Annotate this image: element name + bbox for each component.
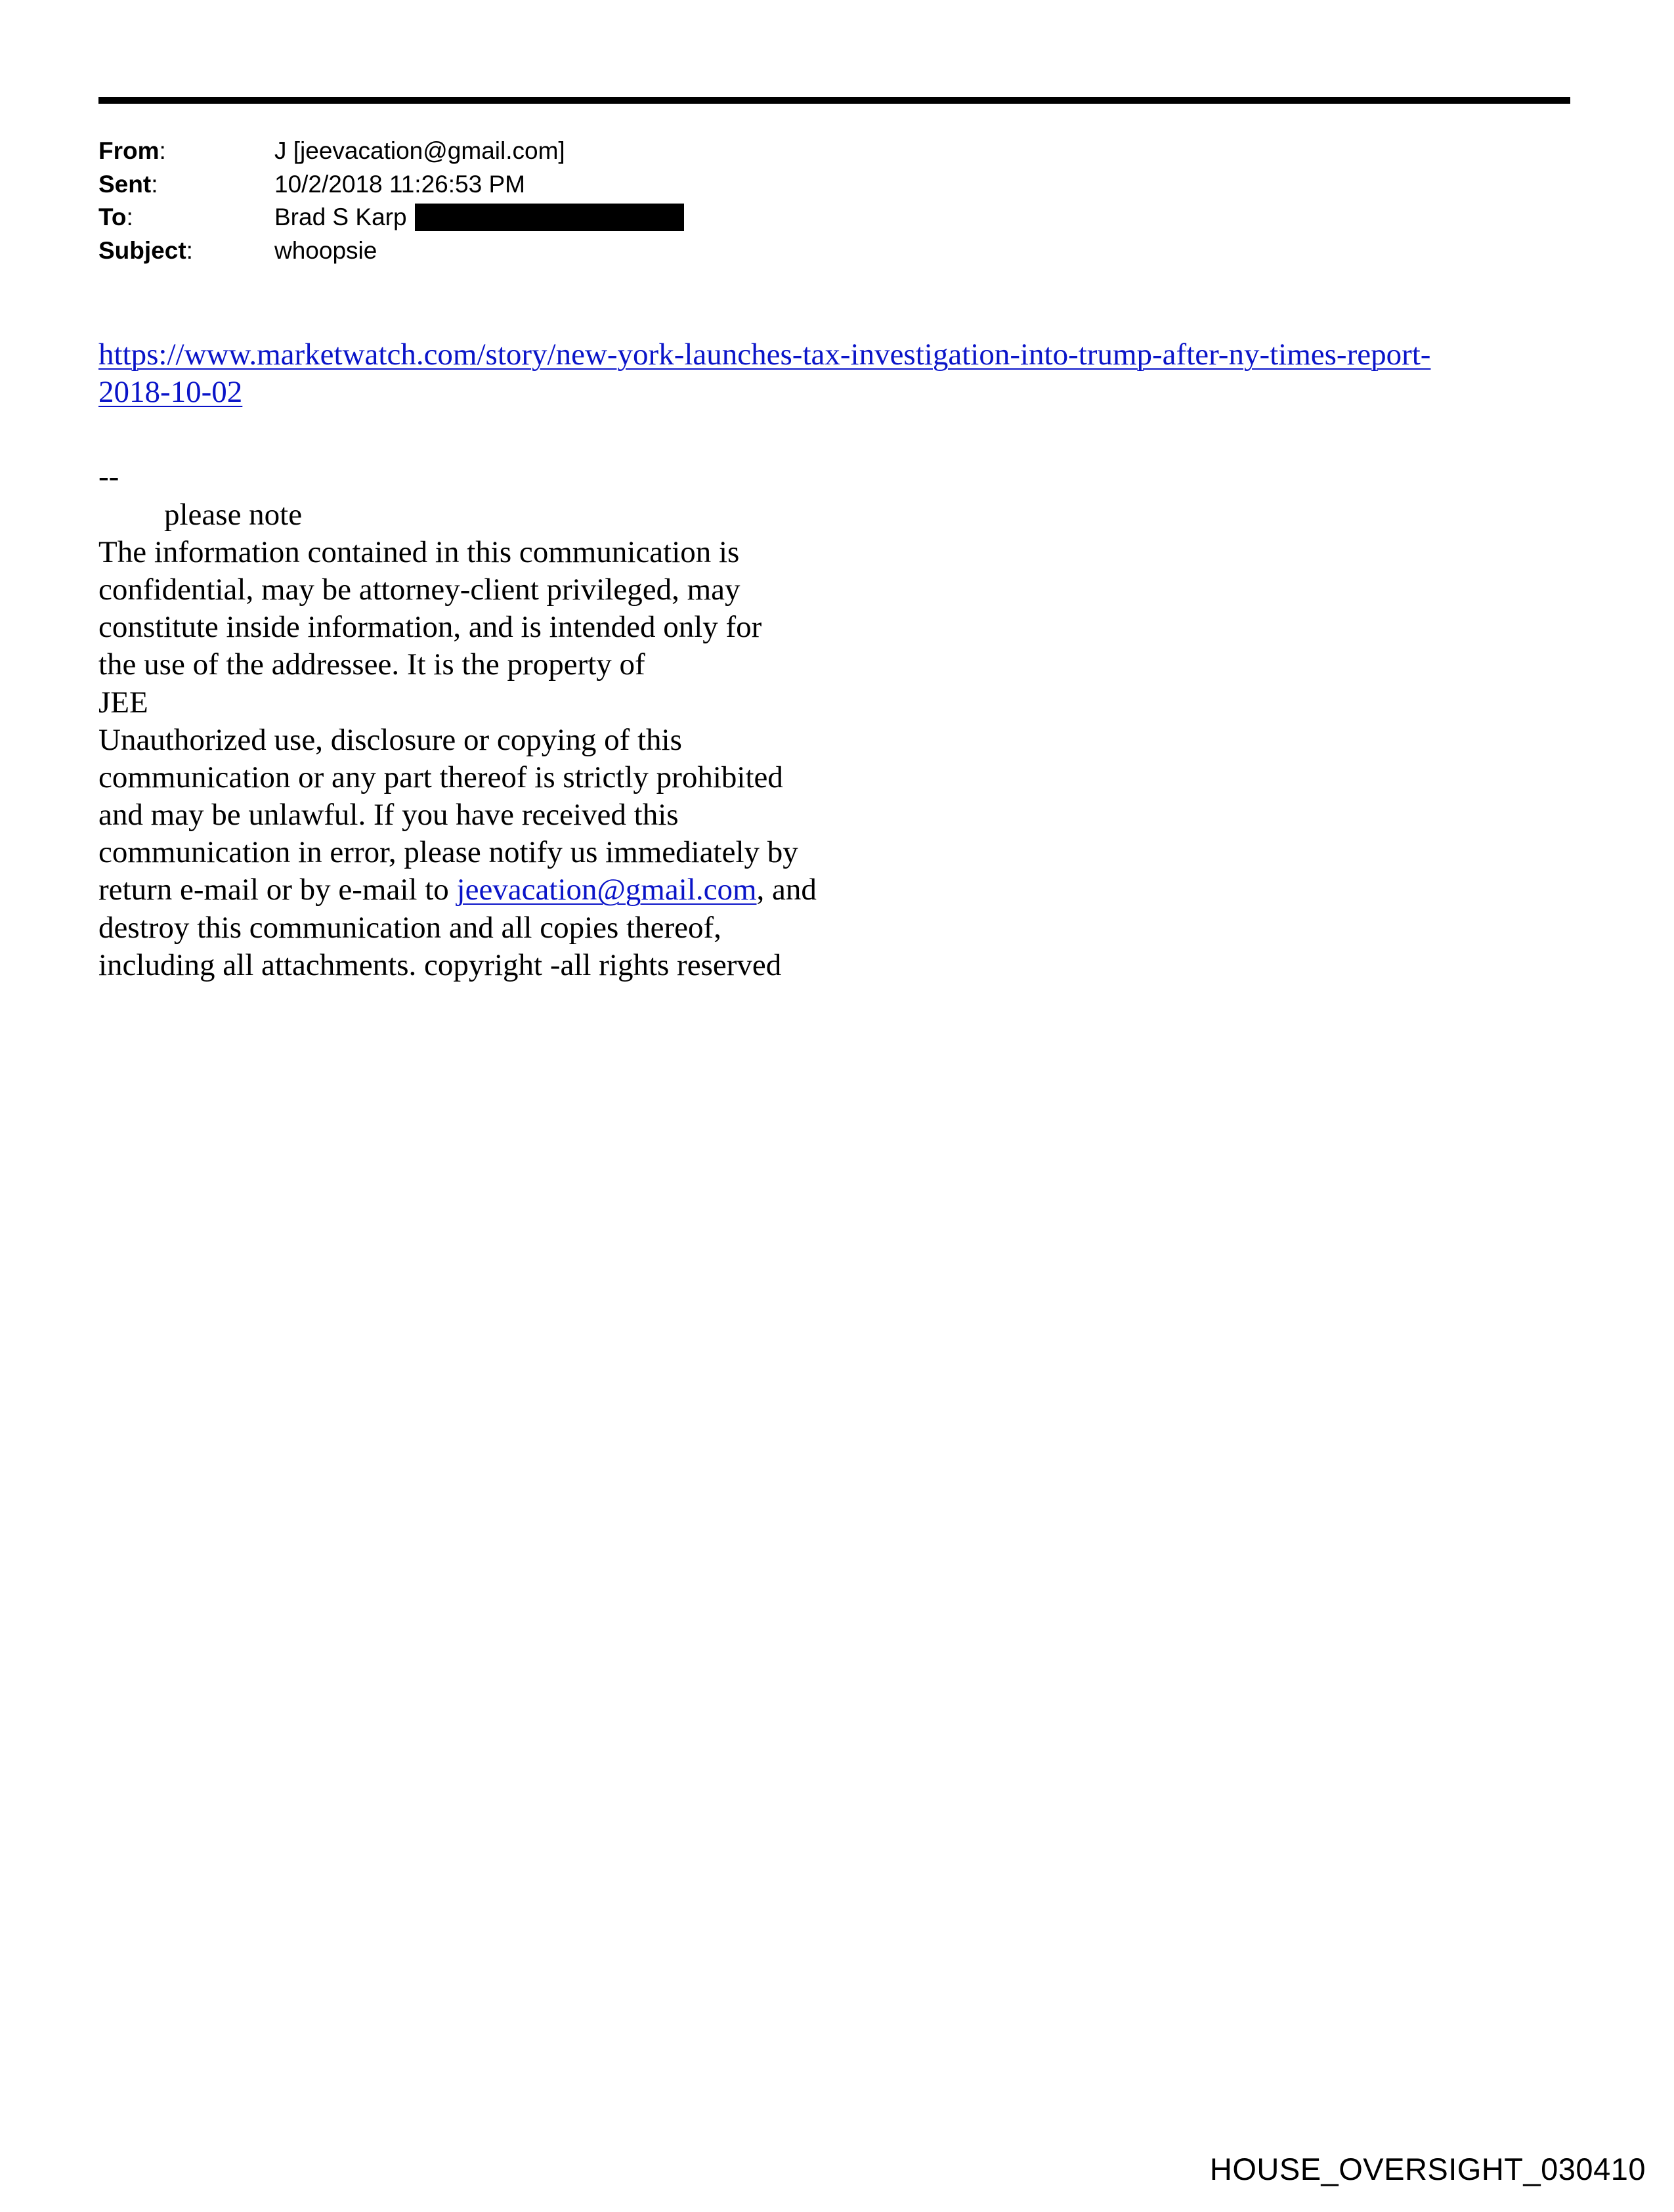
- please-note: please note: [164, 497, 303, 532]
- to-value: Brad S Karp: [274, 204, 407, 230]
- disclaimer-line: The information contained in this communication is: [98, 534, 740, 569]
- header-rule: [98, 97, 1570, 104]
- disclaimer-line: Unauthorized use, disclosure or copying of this: [98, 722, 682, 757]
- article-link[interactable]: https://www.marketwatch.com/story/new-york-launches-tax-investigation-into-trump-after-ny-times-report-: [98, 337, 1431, 372]
- redaction-box: [415, 204, 684, 231]
- disclaimer-line: JEE: [98, 685, 148, 720]
- disclaimer-line: destroy this communication and all copies thereof,: [98, 910, 721, 945]
- signature-separator: --: [98, 460, 119, 494]
- return-prefix: return e-mail or by e-mail to: [98, 873, 457, 907]
- disclaimer-line: including all attachments. copyright -all rights reserved: [98, 947, 782, 982]
- disclaimer-line: and may be unlawful. If you have received this: [98, 798, 679, 833]
- article-link-line-2: [98, 374, 1430, 411]
- disclaimer-line: the use of the addressee. It is the property of: [98, 647, 645, 682]
- email-link[interactable]: jeevacation@gmail.com: [456, 873, 757, 907]
- disclaimer-line: communication in error, please notify us immediately by: [98, 835, 798, 870]
- sent-value: 10/2/2018 11:26:53 PM: [274, 170, 525, 198]
- email-header: [98, 135, 684, 267]
- subject-row: [98, 234, 684, 268]
- from-label: From:: [98, 137, 166, 164]
- article-link-line-1: [98, 336, 1430, 374]
- from-row: [98, 135, 684, 168]
- disclaimer-line: constitute inside information, and is intended only for: [98, 610, 762, 645]
- article-link-continued[interactable]: 2018-10-02: [98, 375, 243, 410]
- sent-label: Sent:: [98, 170, 158, 198]
- disclaimer-line: communication or any part thereof is strictly prohibited: [98, 760, 783, 794]
- disclaimer-line: confidential, may be attorney-client privileged, may: [98, 572, 740, 607]
- bates-number: HOUSE_OVERSIGHT_030410: [1209, 2152, 1646, 2186]
- disclaimer-return-line: [98, 871, 1430, 909]
- subject-value: whoopsie: [274, 236, 377, 264]
- to-row: [98, 201, 684, 234]
- from-value: J [jeevacation@gmail.com]: [274, 137, 565, 164]
- sent-row: [98, 168, 684, 202]
- to-label: To:: [98, 204, 133, 230]
- email-body: [98, 336, 1430, 984]
- return-suffix: , and: [756, 873, 817, 907]
- subject-label: Subject:: [98, 236, 193, 264]
